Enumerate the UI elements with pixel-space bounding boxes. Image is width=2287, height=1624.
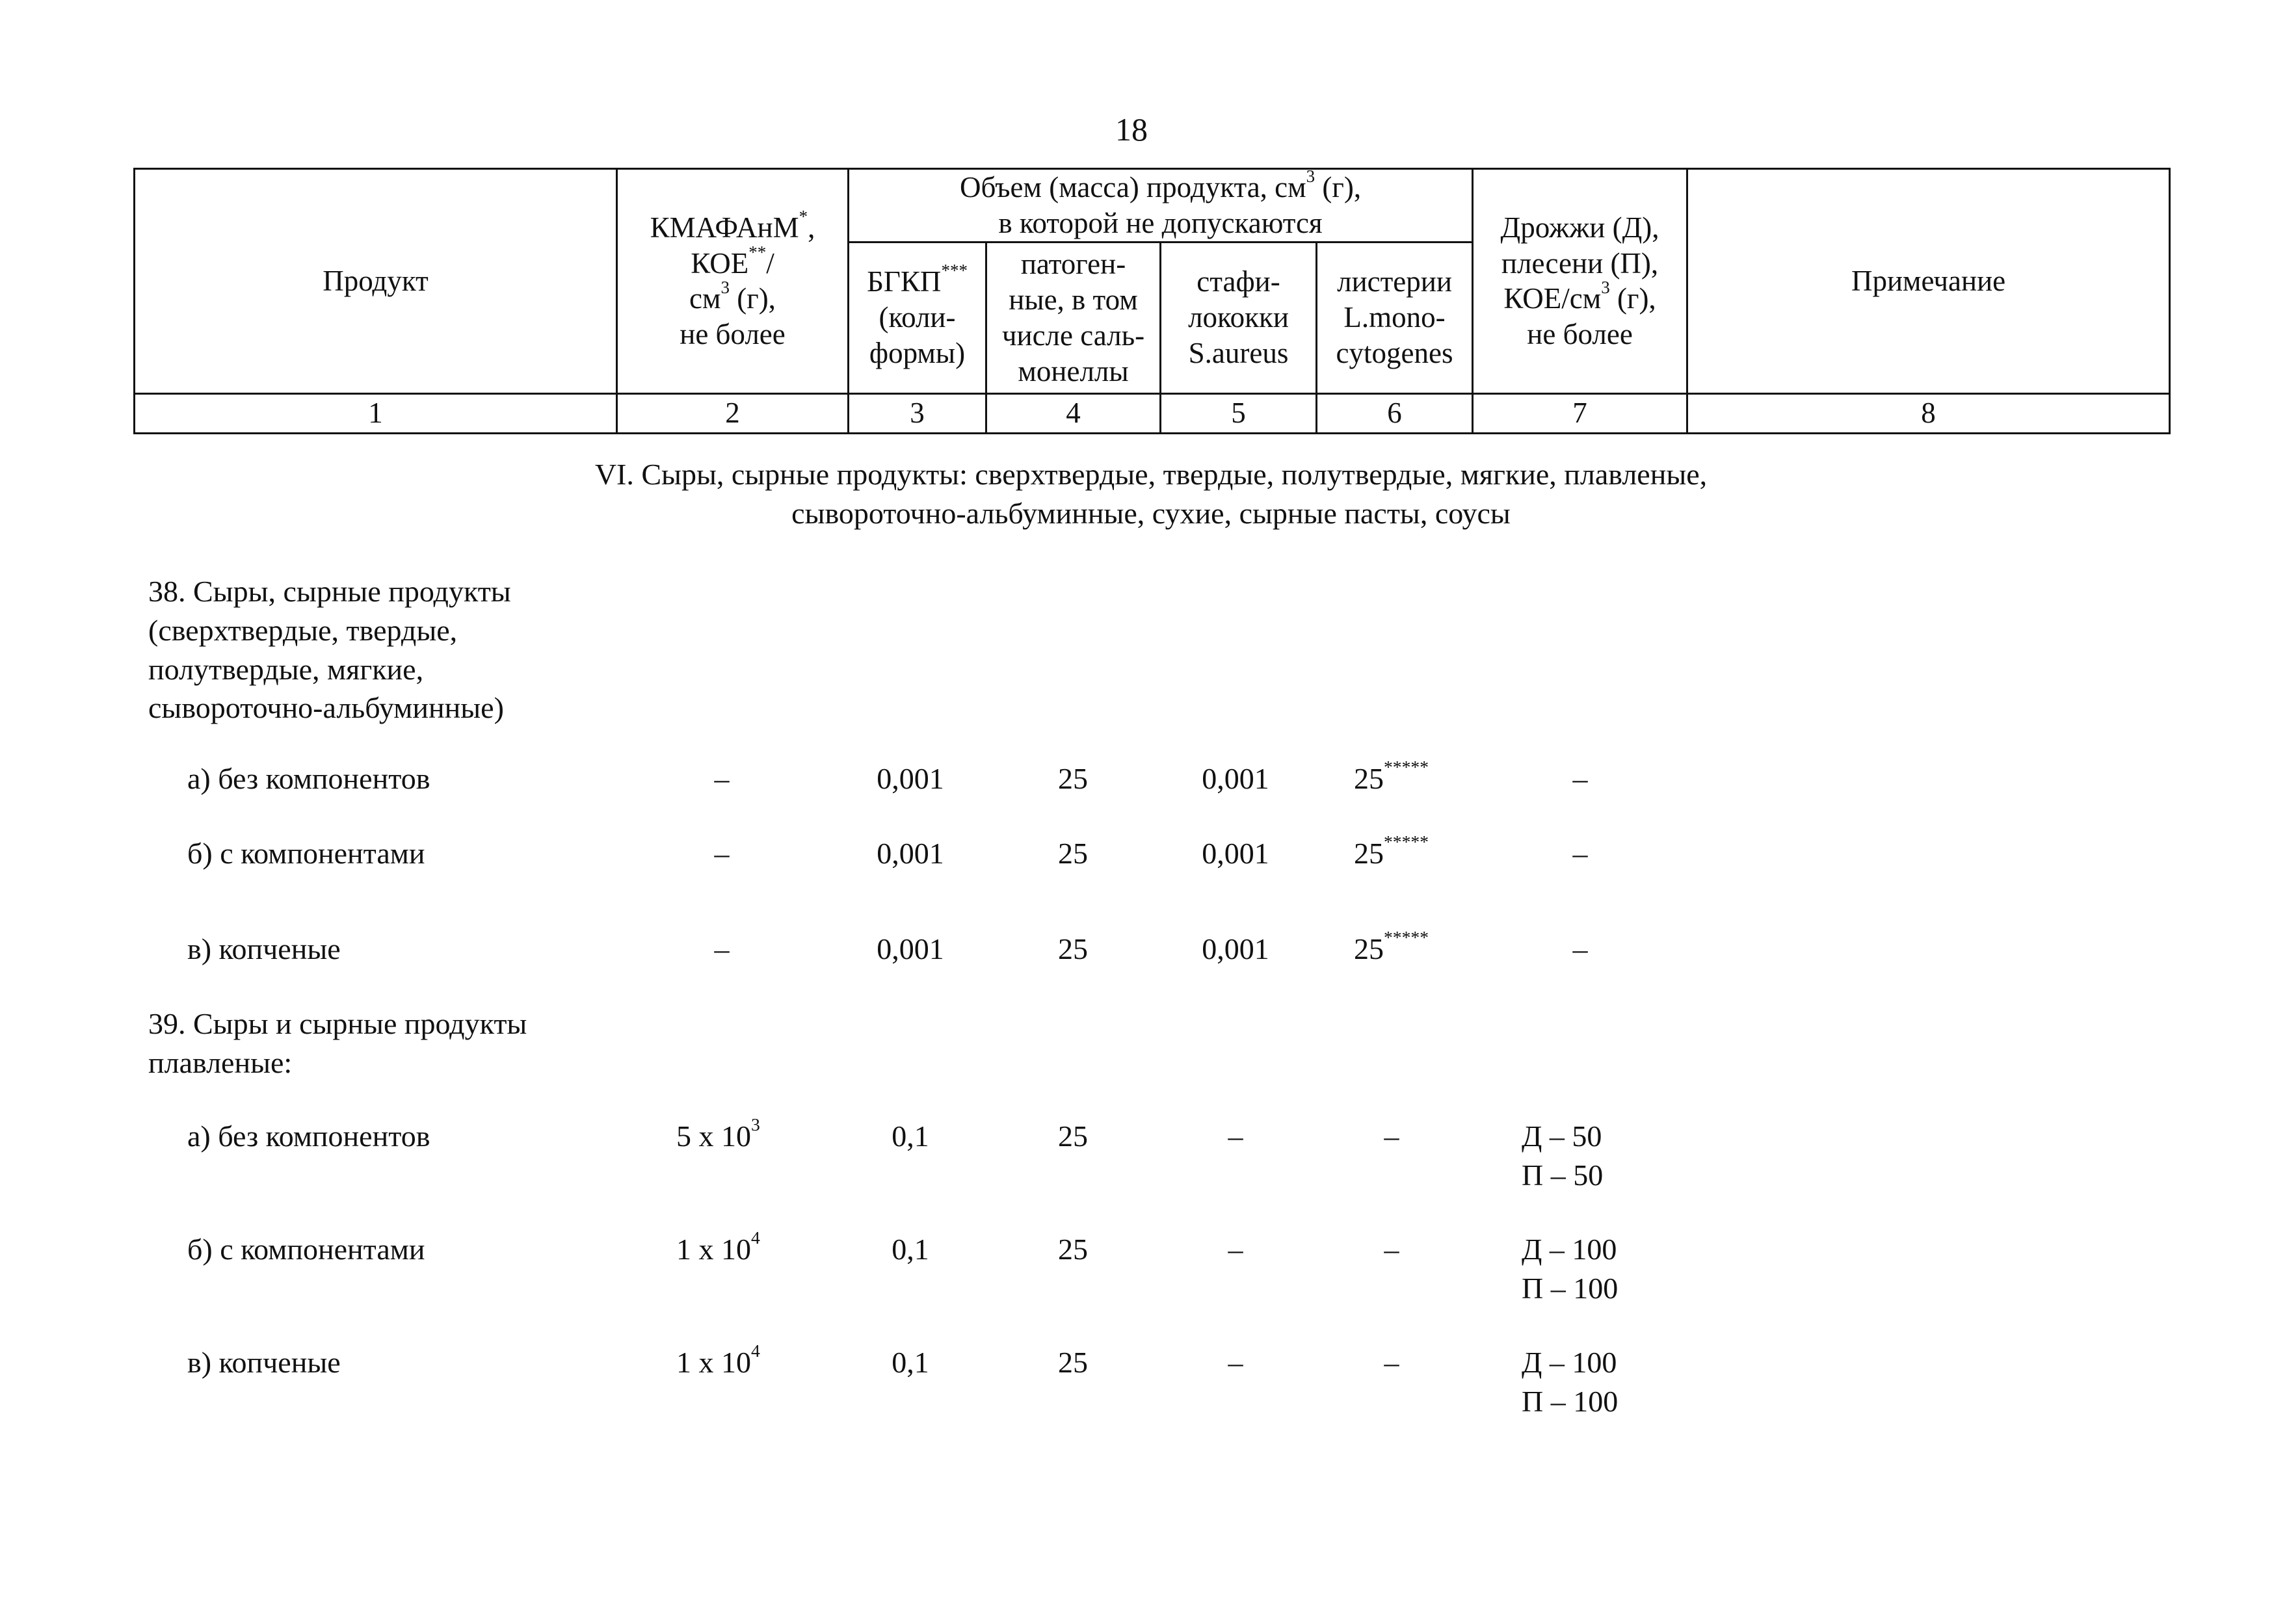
listeria-value: – bbox=[1384, 1233, 1399, 1266]
listeria-value: 25***** bbox=[1354, 757, 1429, 795]
yeast-value: – bbox=[1572, 762, 1588, 795]
staph-value: – bbox=[1228, 1120, 1243, 1153]
listeria-value: – bbox=[1384, 1120, 1399, 1153]
bgkp-value: 0,001 bbox=[877, 837, 944, 870]
pathogenic-value: 25 bbox=[1058, 837, 1088, 870]
row-label: а) без компонентов bbox=[187, 1120, 430, 1153]
row-label: в) копченые bbox=[187, 1346, 341, 1379]
header-staph: стафи- лококки S.aureus bbox=[1161, 242, 1317, 393]
staph-value: – bbox=[1228, 1233, 1243, 1266]
row-label: б) с компонентами bbox=[187, 1233, 425, 1266]
pathogenic-value: 25 bbox=[1058, 1120, 1088, 1153]
pathogenic-value: 25 bbox=[1058, 762, 1088, 795]
bgkp-value: 0,001 bbox=[877, 932, 944, 965]
header-volume: Объем (масса) продукта, $см^3$ (г), в которой не допускаются bbox=[849, 169, 1473, 242]
header-table bbox=[133, 168, 2171, 434]
yeast-value: – bbox=[1572, 837, 1588, 870]
row-label: б) с компонентами bbox=[187, 837, 425, 870]
column-number: 6 bbox=[1317, 393, 1473, 433]
column-number: 8 bbox=[1687, 393, 2170, 433]
row-label: в) копченые bbox=[187, 932, 341, 965]
staph-value: 0,001 bbox=[1202, 837, 1269, 870]
header-listeria: листерии L.mono- cytogenes bbox=[1317, 242, 1473, 393]
kmafanm-value: – bbox=[714, 762, 730, 795]
header-kmafanm: КМАФАнМ*, КОЕ**/ $см^3$ (г), не более bbox=[617, 169, 849, 394]
kmafanm-value: – bbox=[714, 837, 730, 870]
column-number: 3 bbox=[849, 393, 986, 433]
header-pathogenic: патоген- ные, в том числе саль- монеллы bbox=[986, 242, 1161, 393]
listeria-value: – bbox=[1384, 1346, 1399, 1379]
pathogenic-value: 25 bbox=[1058, 1346, 1088, 1379]
pathogenic-value: 25 bbox=[1058, 1233, 1088, 1266]
column-number: 1 bbox=[135, 393, 617, 433]
listeria-value: 25***** bbox=[1354, 832, 1429, 870]
header-note: Примечание bbox=[1687, 169, 2170, 394]
column-number: 7 bbox=[1473, 393, 1687, 433]
yeast-value: Д – 100 П – 100 bbox=[1522, 1233, 1619, 1305]
bgkp-value: 0,1 bbox=[892, 1120, 929, 1153]
column-number: 4 bbox=[986, 393, 1161, 433]
yeast-value: Д – 100 П – 100 bbox=[1522, 1346, 1619, 1418]
row-label: а) без компонентов bbox=[187, 762, 430, 795]
pathogenic-value: 25 bbox=[1058, 932, 1088, 965]
item-39-title: 39. Сыры и сырные продукты плавленые: bbox=[148, 1007, 527, 1079]
bgkp-value: 0,1 bbox=[892, 1233, 929, 1266]
kmafanm-value: 1 x $10^4$ bbox=[676, 1227, 760, 1266]
kmafanm-value: 1 x $10^4$ bbox=[676, 1341, 760, 1379]
page-number: 18 bbox=[1115, 111, 1148, 148]
bgkp-value: 0,001 bbox=[877, 762, 944, 795]
kmafanm-value: 5 x $10^3$ bbox=[676, 1114, 760, 1153]
staph-value: 0,001 bbox=[1202, 932, 1269, 965]
listeria-value: 25***** bbox=[1354, 927, 1429, 965]
column-number: 5 bbox=[1161, 393, 1317, 433]
header-bgkp: БГКП*** (коли- формы) bbox=[849, 242, 986, 393]
bgkp-value: 0,1 bbox=[892, 1346, 929, 1379]
column-number: 2 bbox=[617, 393, 849, 433]
header-product: Продукт bbox=[135, 169, 617, 394]
yeast-value: – bbox=[1572, 932, 1588, 965]
staph-value: – bbox=[1228, 1346, 1243, 1379]
yeast-value: Д – 50 П – 50 bbox=[1522, 1120, 1604, 1192]
header-yeast: Дрожжи (Д), плесени (П), КОЕ/$см^3$ (г), не более bbox=[1473, 169, 1687, 394]
kmafanm-value: – bbox=[714, 932, 730, 965]
staph-value: 0,001 bbox=[1202, 762, 1269, 795]
section-heading: VI. Сыры, сырные продукты: сверхтвердые, твердые, полутвердые, мягкие, плавленые, сывороточно-альбуминные, сухие, сырные пасты, соусы bbox=[594, 458, 1708, 530]
item-38-title: 38. Сыры, сырные продукты (сверхтвердые, твердые, полутвердые, мягкие, сывороточно-альбуминные) bbox=[148, 575, 511, 725]
